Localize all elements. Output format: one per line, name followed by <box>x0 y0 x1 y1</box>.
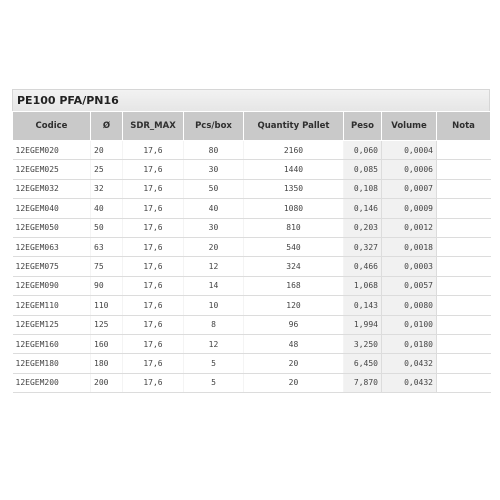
cell-volume: 0,0432 <box>382 354 437 373</box>
table-row <box>13 141 491 160</box>
cell-codice: 12EGEM020 <box>13 141 91 160</box>
header-pcs-box: Pcs/box <box>184 112 244 141</box>
cell-diameter: 32 <box>91 179 123 198</box>
cell-sdr-max: 17,6 <box>123 354 184 373</box>
header-diameter: Ø <box>91 112 123 141</box>
cell-codice: 12EGEM075 <box>13 257 91 276</box>
cell-volume: 0,0057 <box>382 276 437 295</box>
cell-nota <box>437 179 491 198</box>
table-row <box>13 179 491 198</box>
cell-nota <box>437 315 491 334</box>
cell-codice: 12EGEM125 <box>13 315 91 334</box>
cell-codice: 12EGEM110 <box>13 296 91 315</box>
header-codice: Codice <box>13 112 91 141</box>
cell-pcs-box: 14 <box>184 276 244 295</box>
header-nota: Nota <box>437 112 491 141</box>
table-row <box>13 160 491 179</box>
cell-diameter: 110 <box>91 296 123 315</box>
cell-pcs-box: 5 <box>184 354 244 373</box>
cell-nota <box>437 257 491 276</box>
cell-diameter: 50 <box>91 218 123 237</box>
cell-codice: 12EGEM050 <box>13 218 91 237</box>
cell-pcs-box: 10 <box>184 296 244 315</box>
cell-nota <box>437 354 491 373</box>
cell-volume: 0,0004 <box>382 141 437 160</box>
table-row <box>13 276 491 295</box>
cell-peso: 0,143 <box>344 296 382 315</box>
cell-codice: 12EGEM200 <box>13 373 91 392</box>
cell-volume: 0,0003 <box>382 257 437 276</box>
cell-sdr-max: 17,6 <box>123 334 184 353</box>
cell-quantity-pallet: 96 <box>244 315 344 334</box>
cell-pcs-box: 20 <box>184 237 244 256</box>
header-peso: Peso <box>344 112 382 141</box>
cell-pcs-box: 12 <box>184 334 244 353</box>
table-row <box>13 334 491 353</box>
cell-nota <box>437 373 491 392</box>
cell-sdr-max: 17,6 <box>123 141 184 160</box>
cell-nota <box>437 141 491 160</box>
cell-pcs-box: 40 <box>184 199 244 218</box>
table-row <box>13 257 491 276</box>
cell-diameter: 20 <box>91 141 123 160</box>
cell-quantity-pallet: 20 <box>244 354 344 373</box>
cell-sdr-max: 17,6 <box>123 296 184 315</box>
cell-volume: 0,0012 <box>382 218 437 237</box>
cell-volume: 0,0180 <box>382 334 437 353</box>
cell-peso: 3,250 <box>344 334 382 353</box>
cell-codice: 12EGEM025 <box>13 160 91 179</box>
cell-volume: 0,0006 <box>382 160 437 179</box>
cell-pcs-box: 30 <box>184 218 244 237</box>
cell-peso: 0,146 <box>344 199 382 218</box>
cell-sdr-max: 17,6 <box>123 373 184 392</box>
cell-volume: 0,0100 <box>382 315 437 334</box>
cell-diameter: 180 <box>91 354 123 373</box>
cell-codice: 12EGEM032 <box>13 179 91 198</box>
cell-codice: 12EGEM090 <box>13 276 91 295</box>
cell-quantity-pallet: 1080 <box>244 199 344 218</box>
cell-diameter: 63 <box>91 237 123 256</box>
cell-quantity-pallet: 168 <box>244 276 344 295</box>
cell-quantity-pallet: 2160 <box>244 141 344 160</box>
cell-diameter: 75 <box>91 257 123 276</box>
cell-peso: 0,060 <box>344 141 382 160</box>
cell-diameter: 200 <box>91 373 123 392</box>
cell-pcs-box: 30 <box>184 160 244 179</box>
cell-quantity-pallet: 48 <box>244 334 344 353</box>
cell-nota <box>437 237 491 256</box>
cell-nota <box>437 199 491 218</box>
cell-codice: 12EGEM160 <box>13 334 91 353</box>
cell-peso: 0,085 <box>344 160 382 179</box>
cell-sdr-max: 17,6 <box>123 315 184 334</box>
header-volume: Volume <box>382 112 437 141</box>
cell-volume: 0,0432 <box>382 373 437 392</box>
cell-pcs-box: 8 <box>184 315 244 334</box>
cell-volume: 0,0018 <box>382 237 437 256</box>
cell-pcs-box: 12 <box>184 257 244 276</box>
cell-quantity-pallet: 1440 <box>244 160 344 179</box>
cell-nota <box>437 334 491 353</box>
cell-codice: 12EGEM180 <box>13 354 91 373</box>
cell-peso: 7,870 <box>344 373 382 392</box>
header-row <box>13 112 491 141</box>
cell-pcs-box: 80 <box>184 141 244 160</box>
table-row <box>13 218 491 237</box>
header-quantity-pallet: Quantity Pallet <box>244 112 344 141</box>
cell-volume: 0,0007 <box>382 179 437 198</box>
cell-nota <box>437 160 491 179</box>
cell-quantity-pallet: 20 <box>244 373 344 392</box>
header-sdr-max: SDR_MAX <box>123 112 184 141</box>
cell-sdr-max: 17,6 <box>123 276 184 295</box>
cell-quantity-pallet: 120 <box>244 296 344 315</box>
table-row <box>13 199 491 218</box>
cell-diameter: 25 <box>91 160 123 179</box>
cell-peso: 0,108 <box>344 179 382 198</box>
table-title: PE100 PFA/PN16 <box>12 89 490 111</box>
cell-nota <box>437 218 491 237</box>
table-body <box>13 141 491 393</box>
table-row <box>13 354 491 373</box>
cell-quantity-pallet: 324 <box>244 257 344 276</box>
cell-quantity-pallet: 540 <box>244 237 344 256</box>
cell-peso: 6,450 <box>344 354 382 373</box>
cell-pcs-box: 50 <box>184 179 244 198</box>
cell-quantity-pallet: 810 <box>244 218 344 237</box>
table-row <box>13 237 491 256</box>
cell-codice: 12EGEM040 <box>13 199 91 218</box>
table-row <box>13 373 491 392</box>
cell-sdr-max: 17,6 <box>123 199 184 218</box>
table-row <box>13 315 491 334</box>
cell-diameter: 90 <box>91 276 123 295</box>
cell-sdr-max: 17,6 <box>123 257 184 276</box>
product-table-panel <box>12 89 490 393</box>
cell-peso: 0,327 <box>344 237 382 256</box>
cell-volume: 0,0009 <box>382 199 437 218</box>
cell-peso: 1,068 <box>344 276 382 295</box>
cell-sdr-max: 17,6 <box>123 179 184 198</box>
cell-peso: 0,203 <box>344 218 382 237</box>
cell-sdr-max: 17,6 <box>123 160 184 179</box>
cell-codice: 12EGEM063 <box>13 237 91 256</box>
cell-diameter: 160 <box>91 334 123 353</box>
cell-quantity-pallet: 1350 <box>244 179 344 198</box>
table-row <box>13 296 491 315</box>
cell-peso: 1,994 <box>344 315 382 334</box>
cell-nota <box>437 276 491 295</box>
cell-nota <box>437 296 491 315</box>
cell-volume: 0,0080 <box>382 296 437 315</box>
cell-diameter: 125 <box>91 315 123 334</box>
product-table <box>12 111 491 393</box>
cell-peso: 0,466 <box>344 257 382 276</box>
cell-pcs-box: 5 <box>184 373 244 392</box>
cell-sdr-max: 17,6 <box>123 218 184 237</box>
cell-sdr-max: 17,6 <box>123 237 184 256</box>
cell-diameter: 40 <box>91 199 123 218</box>
